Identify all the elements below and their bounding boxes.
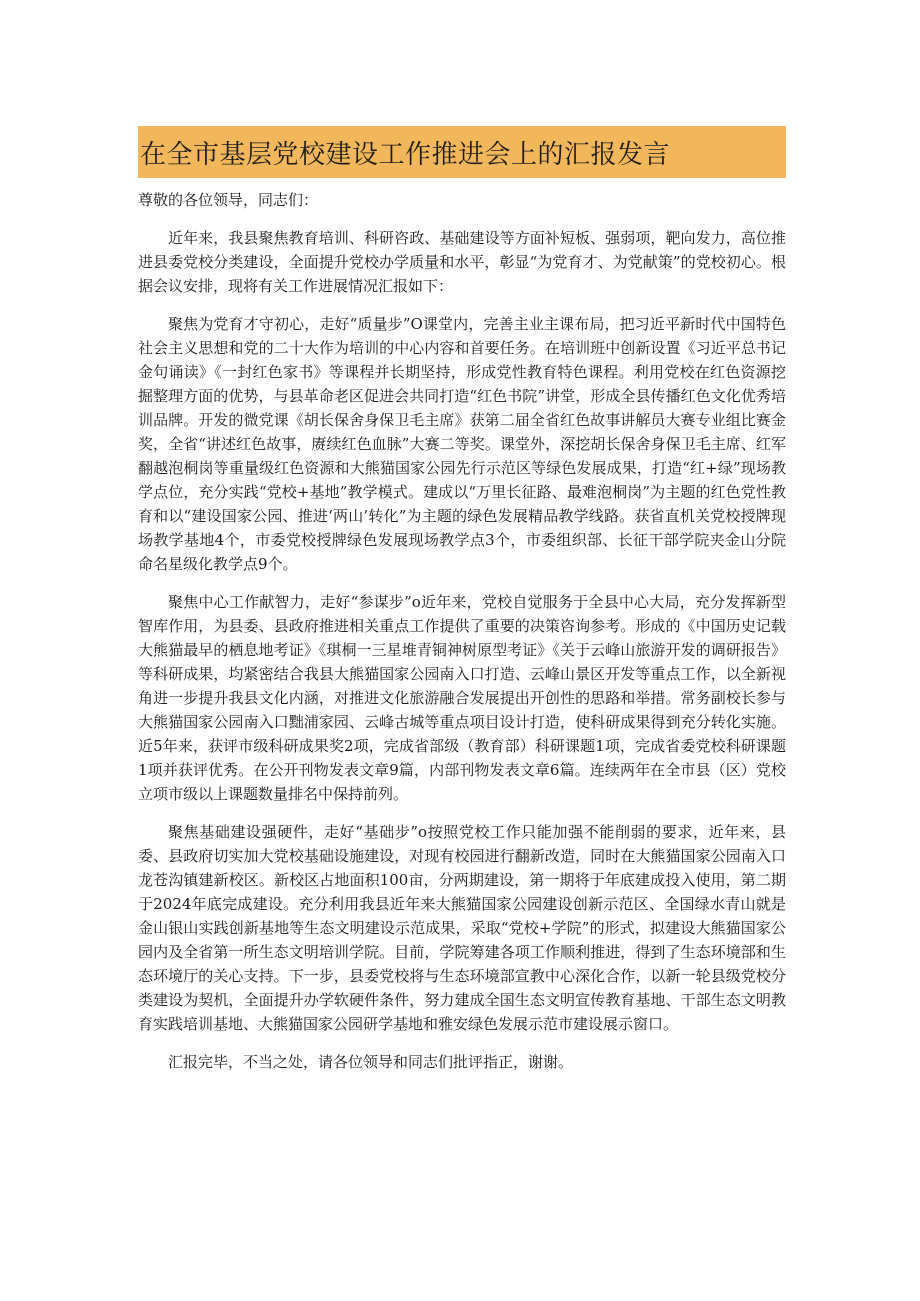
paragraph-intro: 近年来，我县聚焦教育培训、科研咨政、基础建设等方面补短板、强弱项，靶向发力，高位推进县委党校分类建设，全面提升党校办学质量和水平，彰显“为党育才、为党献策”的党校初心。根据会议安排，现将有关工作进展情况汇报如下： <box>138 229 786 295</box>
title-highlight <box>138 126 786 178</box>
paragraph-infrastructure: 聚焦基础建设强硬件，走好“基础步”o按照党校工作只能加强不能削弱的要求，近年来，县委、县政府切实加大党校基础设施建设，对现有校园进行翻新改造，同时在大熊猫国家公园南入口龙苍沟镇建新校区。新校区占地面积100亩，分两期建设，第一期将于年底建成投入使用，第二期于2024年底完成建设。充分利用我县近年来大熊猫国家公园建设创新示范区、全国绿水青山就是金山银山实践创新基地等生态文明建设示范成果，采取“党校+学院”的形式，拟建设大熊猫国家公园内及全省第一所生态文明培训学院。目前，学院筹建各项工作顺利推进，得到了生态环境部和生态环境厅的关心支持。下一步，县委党校将与生态环境部宣教中心深化合作，以新一轮县级党校分类建设为契机，全面提升办学软硬件条件，努力建成全国生态文明宣传教育基地、干部生态文明教育实践培训基地、大熊猫国家公园研学基地和雅安绿色发展示范市建设展示窗口。 <box>138 823 786 1033</box>
salutation: 尊敬的各位领导，同志们： <box>138 191 319 209</box>
paragraph-advisory: 聚焦中心工作献智力，走好“参谋步”o近年来，党校自觉服务于全县中心大局，充分发挥新型智库作用，为县委、县政府推进相关重点工作提供了重要的决策咨询参考。形成的《中国历史记载大熊猫最早的栖息地考证》《琪桐一三星堆青铜神树原型考证》《关于云峰山旅游开发的调研报告》等科研成果，均紧密结合我县大熊猫国家公园南入口打造、云峰山景区开发等重点工作，以全新视角进一步提升我县文化内涵，对推进文化旅游融合发展提出开创性的思路和举措。常务副校长参与大熊猫国家公园南入口黜浦家园、云峰古城等重点项目设计打造，使科研成果得到充分转化实施。近5年来，获评市级科研成果奖2项，完成省部级（教育部）科研课题1项，完成省委党校科研课题1项并获评优秀。在公开刊物发表文章9篇，内部刊物发表文章6篇。连续两年在全市县（区）党校立项市级以上课题数量排名中保持前列。 <box>138 593 786 803</box>
paragraph-closing: 汇报完毕，不当之处，请各位领导和同志们批评指正，谢谢。 <box>168 1053 574 1071</box>
document-title: 在全市基层党校建设工作推进会上的汇报发言 <box>140 139 671 170</box>
paragraph-quality: 聚焦为党育才守初心，走好“质量步”O课堂内，完善主业主课布局，把习近平新时代中国特色社会主义思想和党的二十大作为培训的中心内容和首要任务。在培训班中创新设置《习近平总书记金句诵读》《一封红色家书》等课程并长期坚持，形成党性教育特色课程。利用党校在红色资源挖掘整理方面的优势，与县革命老区促进会共同打造“红色书院”讲堂，形成全县传播红色文化优秀培训品牌。开发的微党课《胡长保舍身保卫毛主席》获第二届全省红色故事讲解员大赛专业组比赛金奖，全省“讲述红色故事，赓续红色血脉”大赛二等奖。课堂外，深挖胡长保舍身保卫毛主席、红军翻越泡桐岗等重量级红色资源和大熊猫国家公园先行示范区等绿色发展成果，打造“红+绿”现场教学点位，充分实践“党校+基地”教学模式。建成以“万里长征路、最难泡桐岗”为主题的红色党性教育和以“建设国家公园、推进‘两山’转化”为主题的绿色发展精品教学线路。获省直机关党校授牌现场教学基地4个，市委党校授牌绿色发展现场教学点3个，市委组织部、长征干部学院夹金山分院命名星级化教学点9个。 <box>138 315 786 573</box>
document-page <box>138 126 786 1088</box>
